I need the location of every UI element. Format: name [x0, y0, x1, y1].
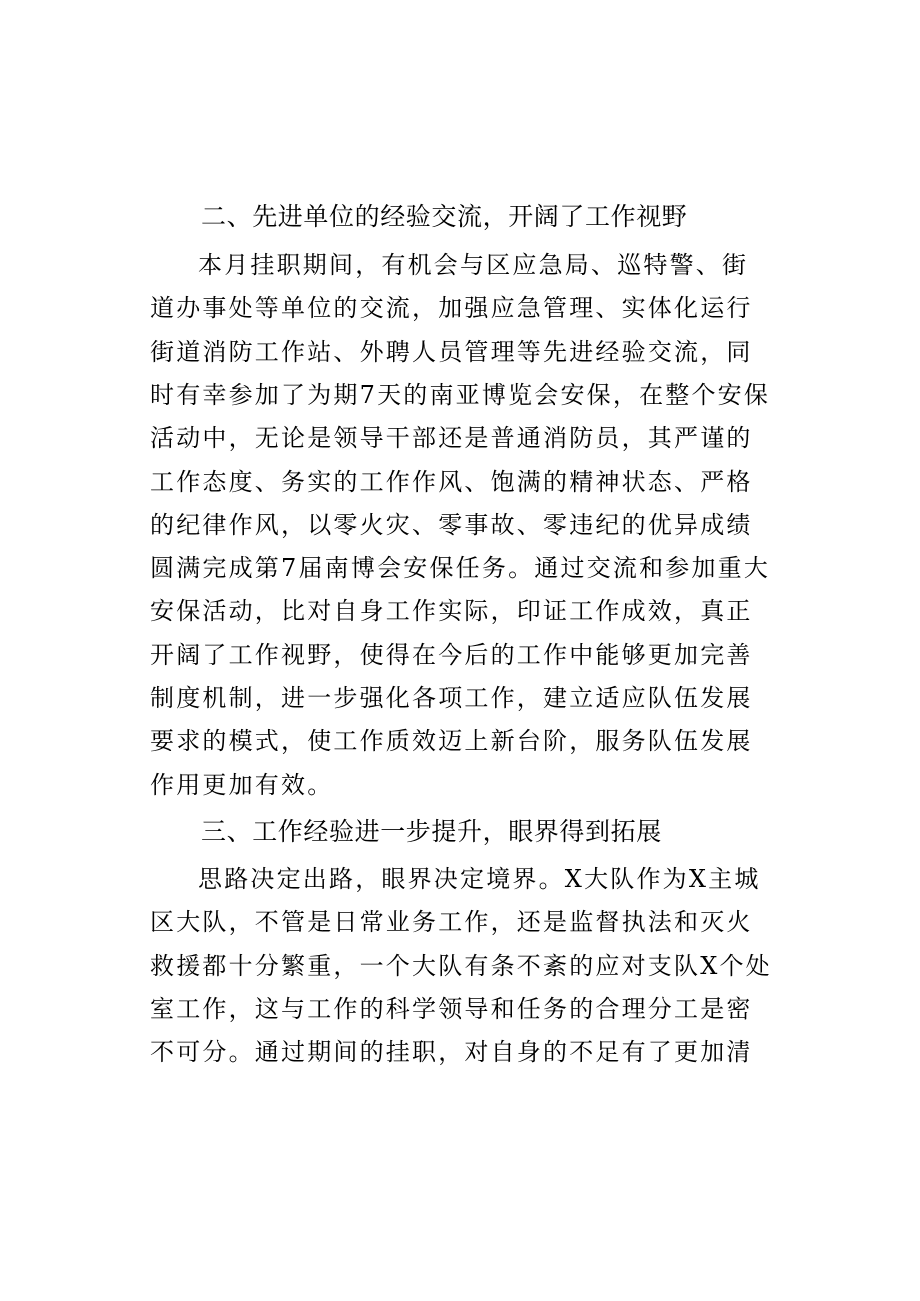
- section-2-line-3: 街道消防工作站、外聘人员管理等先进经验交流，同: [150, 338, 753, 366]
- section-2-line-4: 时有幸参加了为期7天的南亚博览会安保，在整个安保: [150, 381, 771, 409]
- section-2-line-13: 作用更加有效。: [150, 771, 334, 799]
- section-2-line-8: 圆满完成第7届南博会安保任务。通过交流和参加重大: [150, 554, 771, 582]
- section-2-heading: 二、先进单位的经验交流，开阔了工作视野: [201, 202, 688, 231]
- section-2-line-6: 工作态度、务实的工作作风、饱满的精神状态、严格: [150, 468, 753, 496]
- section-2-line-10: 开阔了工作视野，使得在今后的工作中能够更加完善: [150, 641, 753, 669]
- section-2-line-9: 安保活动，比对自身工作实际，印证工作成效，真正: [150, 597, 753, 625]
- section-2-line-5: 活动中，无论是领导干部还是普通消防员，其严谨的: [150, 424, 753, 452]
- section-2-line-1: 本月挂职期间，有机会与区应急局、巡特警、街: [198, 251, 749, 279]
- section-3-line-4: 室工作，这与工作的科学领导和任务的合理分工是密: [150, 995, 753, 1023]
- section-3-line-1: 思路决定出路，眼界决定境界。X大队作为X主城: [198, 865, 761, 893]
- section-3-heading: 三、工作经验进一步提升，眼界得到拓展: [201, 817, 662, 846]
- section-2-line-12: 要求的模式，使工作质效迈上新台阶，服务队伍发展: [150, 727, 753, 755]
- section-2-line-7: 的纪律作风，以零火灾、零事故、零违纪的优异成绩: [150, 511, 753, 539]
- section-3-line-3: 救援都十分繁重，一个大队有条不紊的应对支队X个处: [150, 952, 772, 980]
- section-3-line-5: 不可分。通过期间的挂职，对自身的不足有了更加清: [150, 1038, 753, 1066]
- section-2-line-11: 制度机制，进一步强化各项工作，建立适应队伍发展: [150, 684, 753, 712]
- section-3-line-2: 区大队，不管是日常业务工作，还是监督执法和灭火: [150, 908, 753, 936]
- section-2-line-2: 道办事处等单位的交流，加强应急管理、实体化运行: [150, 294, 753, 322]
